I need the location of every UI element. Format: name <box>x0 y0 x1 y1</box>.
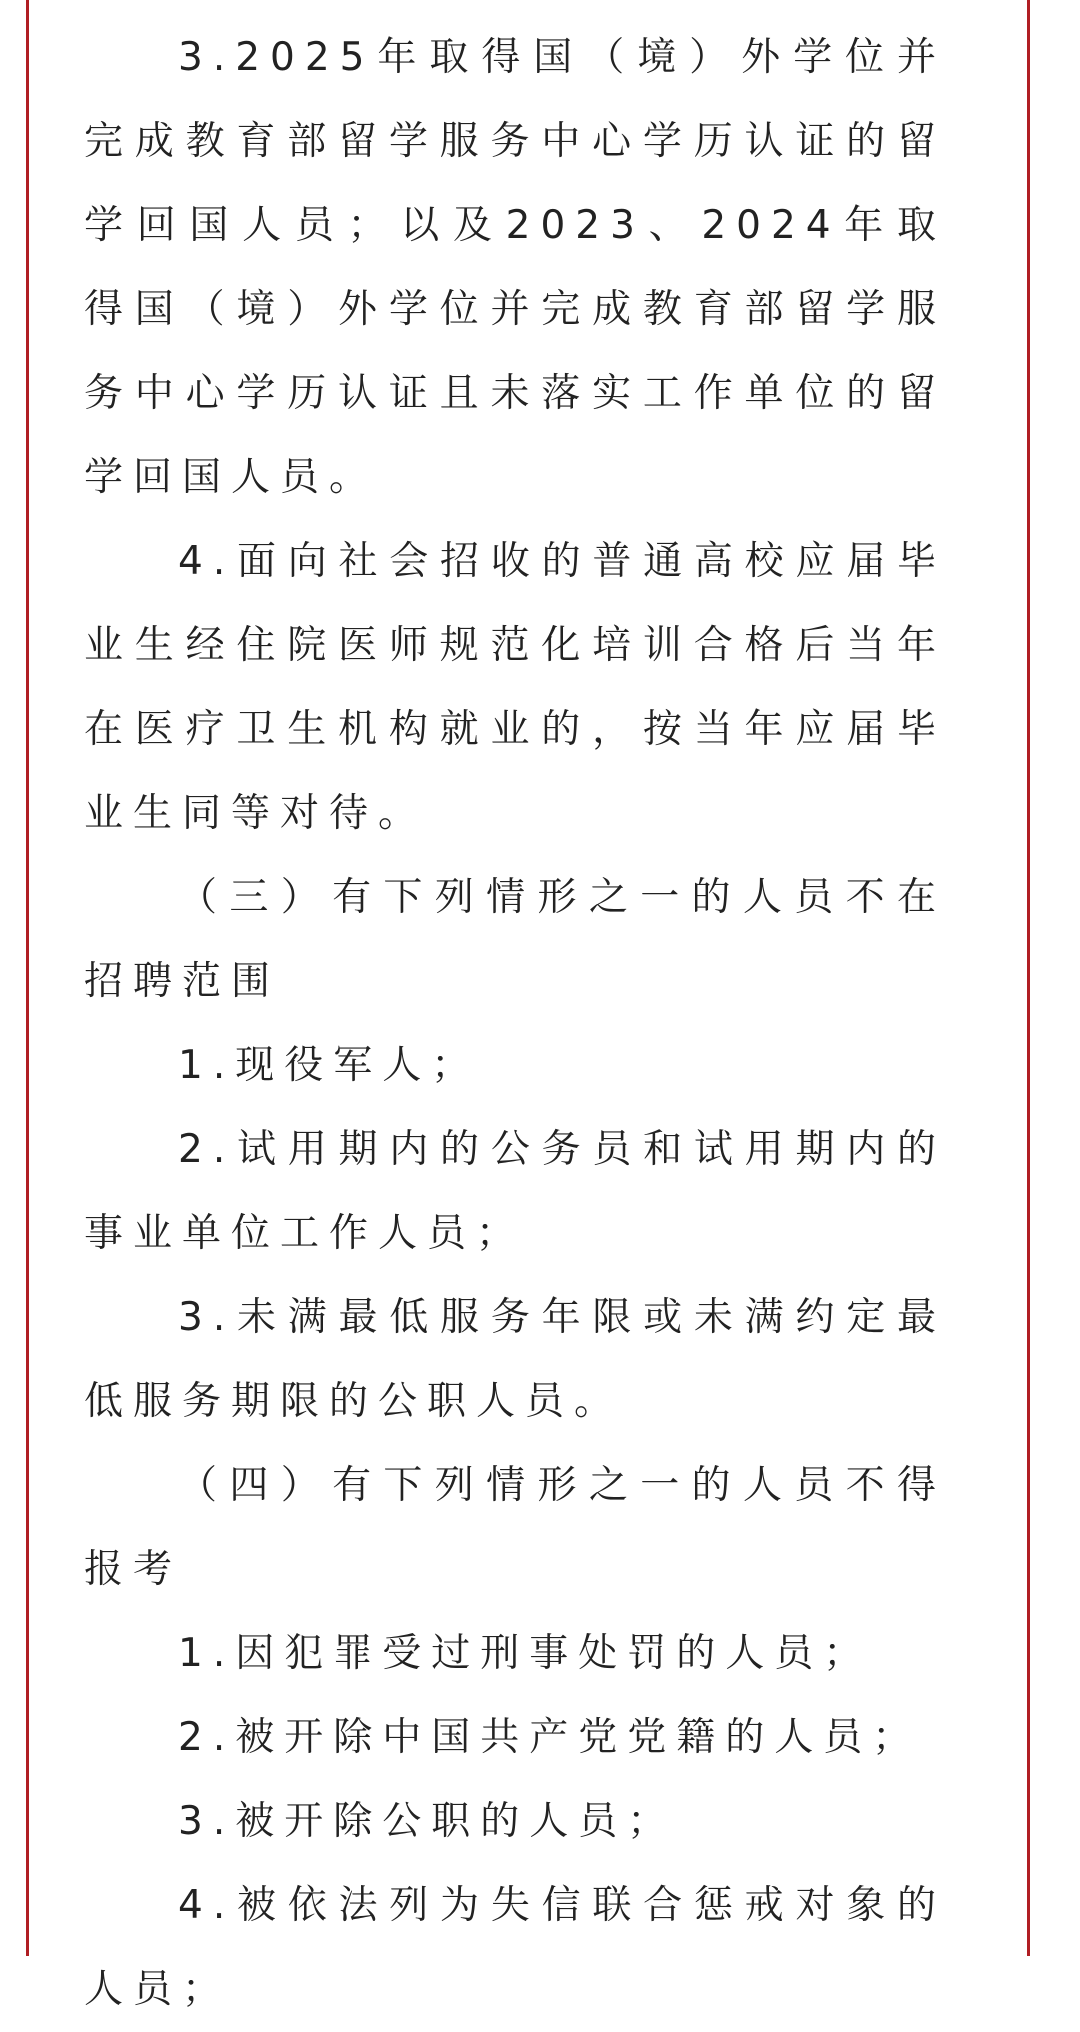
list-item-dishonest-persons: 4.被依法列为失信联合惩戒对象的人员； <box>84 1883 946 2012</box>
section-heading-ineligible: （四）有下列情形之一的人员不得报考 <box>84 1463 946 1592</box>
list-item-public-office-expelled: 3.被开除公职的人员； <box>178 1799 677 1844</box>
section-heading-excluded-scope: （三）有下列情形之一的人员不在招聘范围 <box>84 875 946 1004</box>
list-item-service-term: 3.未满最低服务年限或未满约定最低服务期限的公职人员。 <box>84 1295 946 1424</box>
list-item-probation-staff: 2.试用期内的公务员和试用期内的事业单位工作人员； <box>84 1127 946 1256</box>
list-item-active-military: 1.现役军人； <box>178 1043 481 1088</box>
article-body <box>84 16 946 2032</box>
list-item-party-expelled: 2.被开除中国共产党党籍的人员； <box>178 1715 922 1760</box>
list-item-criminal-record: 1.因犯罪受过刑事处罚的人员； <box>178 1631 873 1676</box>
paragraph-residency-training: 4.面向社会招收的普通高校应届毕业生经住院医师规范化培训合格后当年在医疗卫生机构就业的，按当年应届毕业生同等对待。 <box>84 539 946 836</box>
paragraph-overseas-returnees: 3.2025年取得国（境）外学位并完成教育部留学服务中心学历认证的留学回国人员；以及2023、2024年取得国（境）外学位并完成教育部留学服务中心学历认证且未落实工作单位的留学回国人员。 <box>84 35 946 500</box>
